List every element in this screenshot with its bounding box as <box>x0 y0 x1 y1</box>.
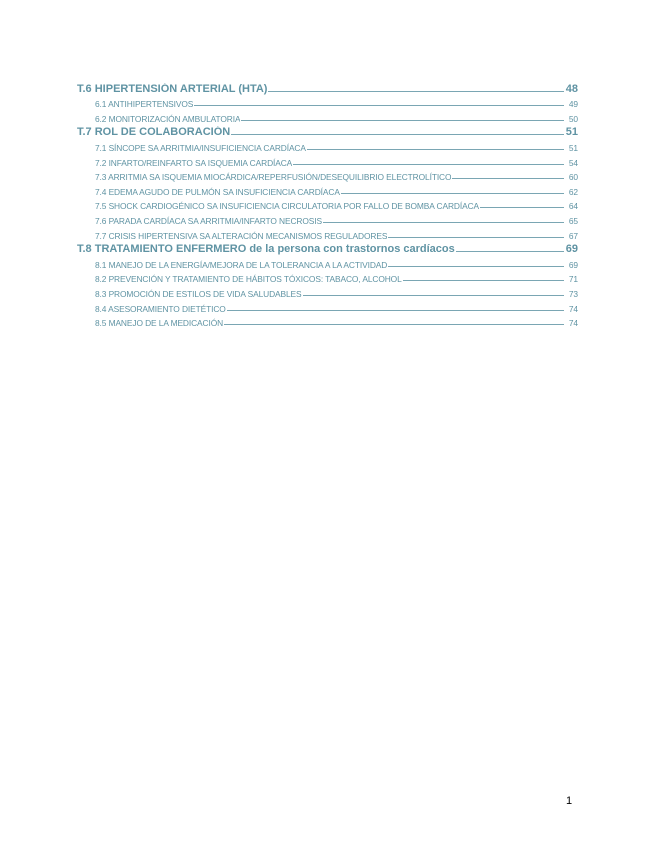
toc-entry-title-text: 8.5 MANEJO DE LA MEDICACIÓN <box>95 318 224 329</box>
toc-section-entry[interactable] <box>77 270 578 285</box>
toc-entry-title-text: 7.1 SÍNCOPE SA ARRITMIA/INSUFICIENCIA CARDÍACA <box>95 142 306 153</box>
toc-page-number: 71 <box>568 274 578 285</box>
toc-leader-line <box>403 280 564 281</box>
toc-entry-title-text: 7.2 INFARTO/REINFARTO SA ISQUEMIA CARDÍACA <box>95 157 293 168</box>
toc-leader-line <box>452 178 564 179</box>
toc-entry-title <box>95 289 302 299</box>
toc-entry-title-text: T.7 ROL DE COLABORACIÓN <box>77 126 231 139</box>
toc-page-number: 60 <box>568 172 578 183</box>
toc-leader-line <box>224 324 564 325</box>
toc-entry-title <box>95 187 340 197</box>
toc-page-number: 67 <box>568 230 578 241</box>
toc-entry-title-text: 7.4 EDEMA AGUDO DE PULMÓN SA INSUFICIENCIA CARDÍACA <box>95 186 340 197</box>
toc-leader-line <box>227 310 564 311</box>
toc-leader-line <box>323 222 564 223</box>
toc-entry-title-text: T.6 HIPERTENSIÓN ARTERIAL (HTA) <box>77 82 268 95</box>
toc-entry-title <box>95 318 223 328</box>
toc-page-number: 50 <box>568 113 578 124</box>
toc-entry-title-text: 8.4 ASESORAMIENTO DIETÉTICO <box>95 303 226 314</box>
toc-page-number: 62 <box>568 186 578 197</box>
toc-chapter-entry[interactable] <box>77 80 578 95</box>
toc-page-number: 69 <box>568 259 578 270</box>
toc-leader-line <box>241 120 564 121</box>
toc-chapter-entry[interactable] <box>77 241 578 256</box>
toc-entry-title <box>77 83 267 95</box>
toc-section-entry[interactable] <box>77 153 578 168</box>
toc-page-number: 69 <box>565 243 578 256</box>
toc-leader-line <box>388 237 564 238</box>
toc-page-number: 51 <box>568 142 578 153</box>
toc-entry-title <box>95 99 193 109</box>
toc-leader-line <box>268 91 563 92</box>
toc-entry-title-suffix: de la persona con trastornos cardíacos <box>246 243 455 256</box>
toc-section-entry[interactable] <box>77 299 578 314</box>
toc-section-entry[interactable] <box>77 255 578 270</box>
toc-entry-title <box>95 114 240 124</box>
toc-section-entry[interactable] <box>77 197 578 212</box>
toc-entry-title <box>95 172 451 182</box>
toc-entry-title <box>95 304 226 314</box>
toc-page-number: 65 <box>568 215 578 226</box>
toc-entry-title <box>95 158 292 168</box>
toc-chapter-entry[interactable] <box>77 124 578 139</box>
toc-page-number: 51 <box>565 126 578 139</box>
toc-page-number: 74 <box>568 303 578 314</box>
toc-entry-title <box>95 143 306 153</box>
toc-section-entry[interactable] <box>77 314 578 329</box>
toc-page-number: 73 <box>568 288 578 299</box>
toc-page-number: 48 <box>565 82 578 95</box>
toc-entry-title-text: 8.2 PREVENCIÓN Y TRATAMIENTO DE HÁBITOS TÓXICOS: TABACO, ALCOHOL <box>95 274 402 285</box>
toc-page-number: 64 <box>568 201 578 212</box>
toc-entry-title-text: 7.7 CRISIS HIPERTENSIVA SA ALTERACIÓN MECANISMOS REGULADORES <box>95 230 388 241</box>
toc-entry-title-text: 7.3 ARRITMIA SA ISQUEMIA MIOCÁRDICA/REPERFUSIÓN/DESEQUILIBRIO ELECTROLÍTICO <box>95 172 452 183</box>
toc-entry-title-text: 8.1 MANEJO DE LA ENERGÍA/MEJORA DE LA TOLERANCIA A LA ACTIVIDAD <box>95 259 388 270</box>
toc-entry-title <box>95 274 402 284</box>
toc-page-number: 54 <box>568 157 578 168</box>
toc-entry-title <box>95 216 322 226</box>
toc-entry-title-text: 8.3 PROMOCIÓN DE ESTILOS DE VIDA SALUDABLES <box>95 288 302 299</box>
toc-section-entry[interactable] <box>77 95 578 110</box>
toc-leader-line <box>480 207 564 208</box>
toc-leader-line <box>456 251 564 252</box>
toc-leader-line <box>293 164 564 165</box>
toc-entry-title <box>95 231 387 241</box>
toc-leader-line <box>341 193 564 194</box>
toc-entry-title-text: 6.2 MONITORIZACIÓN AMBULATORIA <box>95 113 241 124</box>
page-number: 1 <box>566 795 573 807</box>
toc-entry-title-text: T.8 TRATAMIENTO ENFERMERO <box>77 243 247 256</box>
toc-section-entry[interactable] <box>77 109 578 124</box>
toc-leader-line <box>388 266 564 267</box>
toc-entry-title-text: 7.5 SHOCK CARDIOGÉNICO SA INSUFICIENCIA CIRCULATORIA POR FALLO DE BOMBA CARDÍACA <box>95 201 480 212</box>
toc-leader-line <box>231 134 564 135</box>
toc-entry-title <box>95 201 479 211</box>
toc-leader-line <box>303 295 564 296</box>
toc-entry-title-text: 7.6 PARADA CARDÍACA SA ARRITMIA/INFARTO NECROSIS <box>95 215 322 226</box>
toc-section-entry[interactable] <box>77 182 578 197</box>
table-of-contents <box>77 80 578 328</box>
toc-page-number: 74 <box>568 318 578 329</box>
toc-entry-title <box>77 126 230 138</box>
toc-leader-line <box>194 105 564 106</box>
toc-section-entry[interactable] <box>77 138 578 153</box>
toc-section-entry[interactable] <box>77 226 578 241</box>
toc-section-entry[interactable] <box>77 168 578 183</box>
toc-leader-line <box>307 149 564 150</box>
toc-page-number: 49 <box>568 99 578 110</box>
toc-section-entry[interactable] <box>77 284 578 299</box>
toc-entry-title-text: 6.1 ANTIHIPERTENSIVOS <box>95 99 194 110</box>
toc-entry-title <box>95 260 387 270</box>
toc-entry-title <box>77 243 455 255</box>
toc-section-entry[interactable] <box>77 211 578 226</box>
